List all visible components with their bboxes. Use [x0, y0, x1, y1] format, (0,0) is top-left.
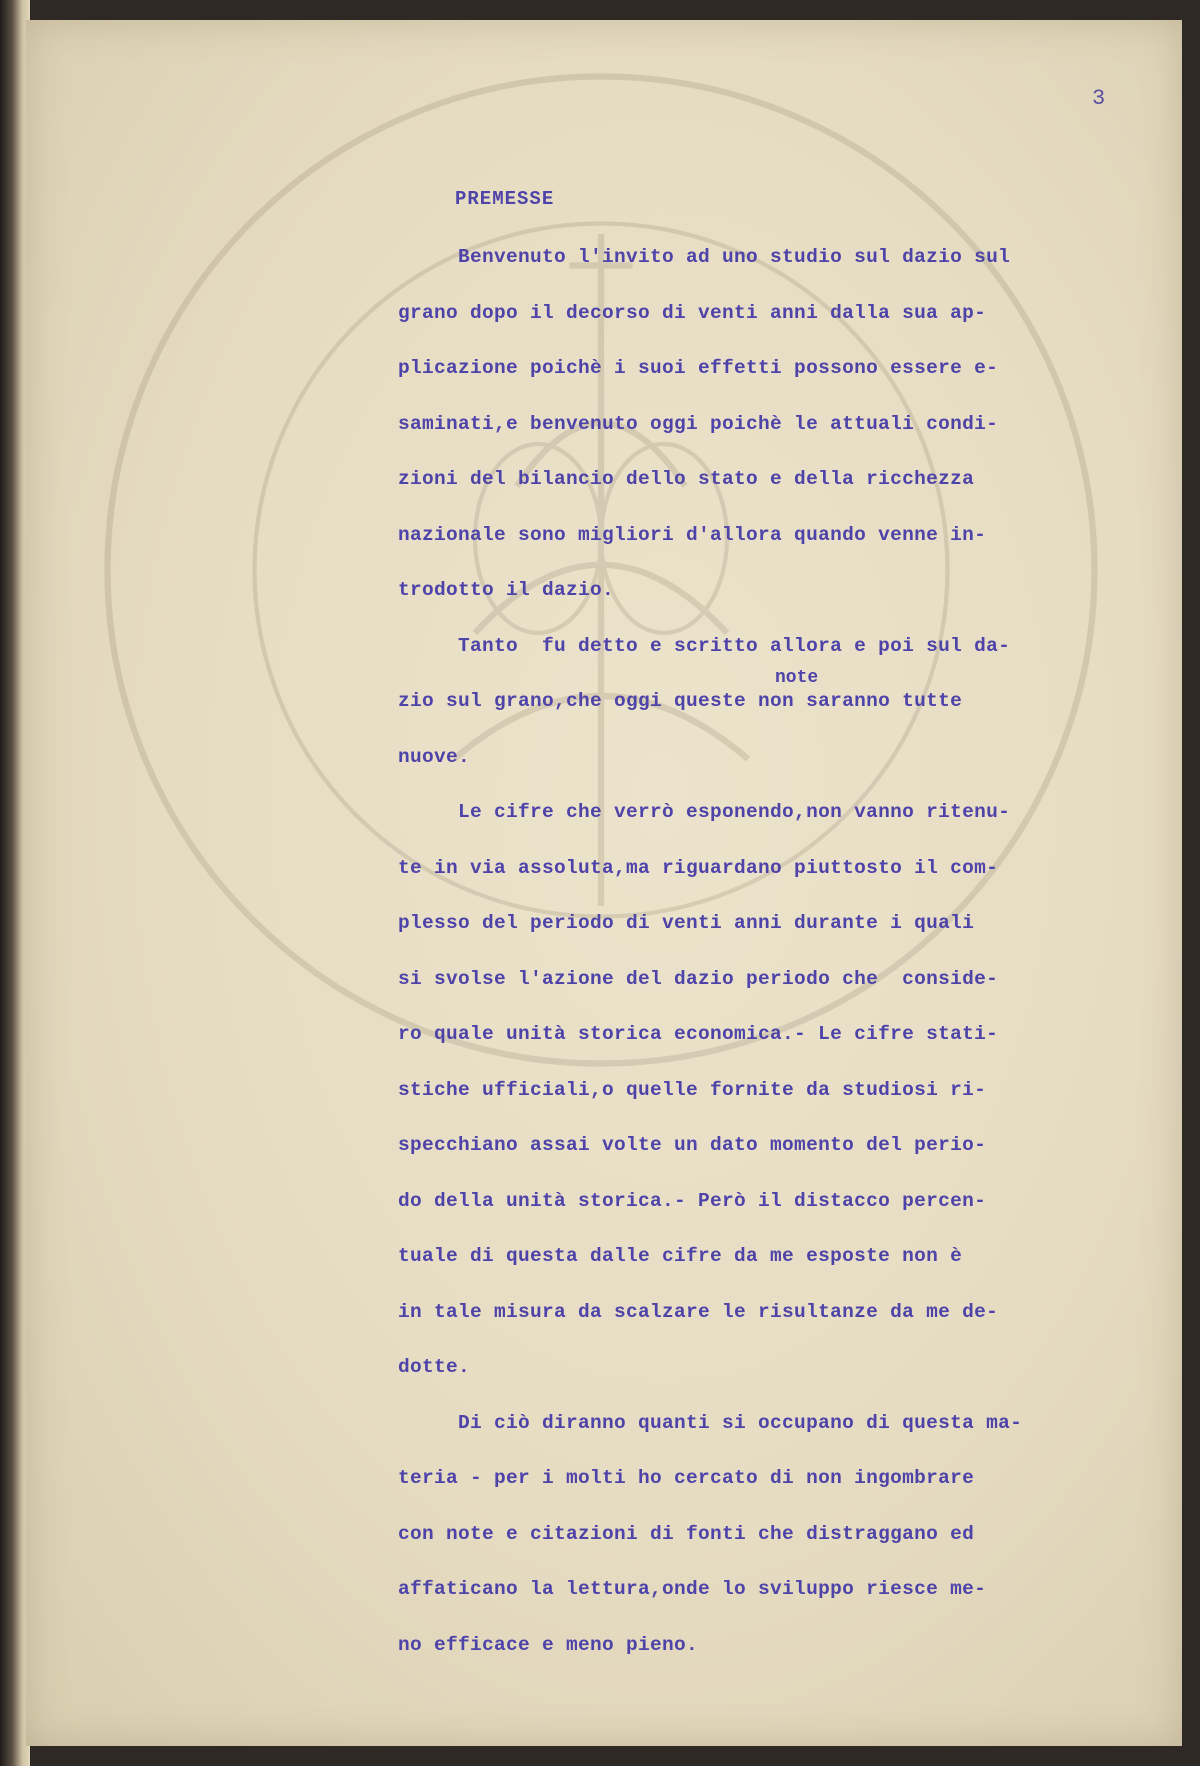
text-line: te in via assoluta,ma riguardano piuttosto il com-	[398, 856, 999, 879]
text-line: con note e citazioni di fonti che distraggano ed	[398, 1522, 975, 1545]
body-text	[398, 230, 1118, 1673]
interlinear-note: note	[775, 668, 819, 688]
paragraph-4	[398, 1396, 1118, 1674]
text-line: tuale di questa dalle cifre da me esposte non è	[398, 1245, 963, 1267]
paragraph-3	[398, 785, 1118, 1396]
text-line: Tanto fu detto e scritto allora e poi sul da-	[398, 634, 1011, 657]
text-line: teria - per i molti ho cercato di non ingombrare	[398, 1467, 975, 1489]
text-line: plicazione poichè i suoi effetti possono essere e-	[398, 357, 999, 379]
text-line: plesso del periodo di venti anni durante i quali	[398, 912, 975, 934]
text-line: Di ciò diranno quanti si occupano di questa ma-	[398, 1411, 1023, 1434]
text-line: grano dopo il decorso di venti anni dalla sua ap-	[398, 301, 987, 324]
text-line: zioni del bilancio dello stato e della ricchezza	[398, 468, 975, 490]
text-line: ro quale unità storica economica.- Le cifre stati-	[398, 1023, 999, 1045]
text-line: in tale misura da scalzare le risultanze da me de-	[398, 1300, 999, 1323]
text-line: nuove.	[398, 745, 471, 768]
text-line: stiche ufficiali,o quelle fornite da studiosi ri-	[398, 1078, 987, 1101]
text-line: saminati,e benvenuto oggi poichè le attuali condi-	[398, 412, 999, 435]
section-heading: PREMESSE	[455, 188, 555, 210]
text-line: zio sul grano,che oggi queste non saranno tutte	[398, 690, 963, 712]
text-line: nazionale sono migliori d'allora quando venne in-	[398, 523, 987, 546]
text-line: dotte.	[398, 1356, 471, 1378]
text-line: Le cifre che verrò esponendo,non vanno ritenu-	[398, 801, 1011, 823]
paragraph-2	[398, 619, 1118, 786]
text-line: no efficace e meno pieno.	[398, 1633, 699, 1656]
text-line: Benvenuto l'invito ad uno studio sul dazio sul	[398, 246, 1011, 268]
text-line: do della unità storica.- Però il distacco percen-	[398, 1189, 987, 1212]
text-line: specchiano assai volte un dato momento del perio-	[398, 1134, 987, 1156]
paragraph-1	[398, 230, 1118, 619]
text-line: si svolse l'azione del dazio periodo che conside-	[398, 967, 999, 990]
text-line: trodotto il dazio.	[398, 579, 615, 601]
text-line: affaticano la lettura,onde lo sviluppo riesce me-	[398, 1578, 987, 1600]
page-number: 3	[1092, 86, 1106, 111]
